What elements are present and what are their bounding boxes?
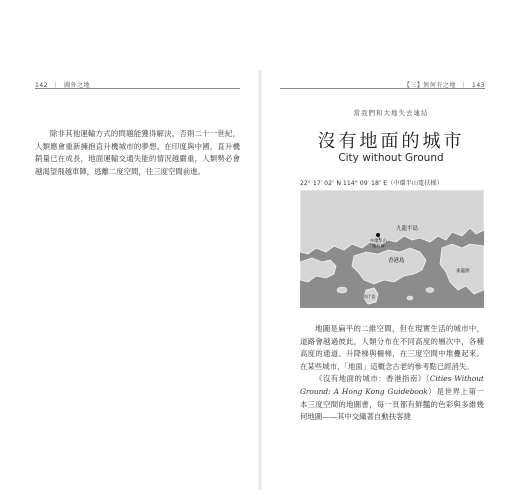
paragraph-2-rest: ）是世界上第一本三度空間的地圖書，每一頁都有鮮豔的色彩與多維幾何地圖——其中交織著自動扶客捷	[300, 386, 484, 422]
right-running-title: 【三】無何有之地	[403, 82, 456, 89]
section-label: 當我們和大地失去連結	[353, 109, 429, 117]
map-label-kowloon: 九龍半島	[396, 226, 419, 232]
left-page	[0, 0, 258, 500]
right-header-rule	[280, 88, 485, 89]
left-header-rule	[35, 88, 240, 89]
map-label-central-2: 電扶梯	[372, 243, 385, 248]
map-small-island	[407, 296, 413, 300]
map-label-tung-lung: 東龍洲	[456, 269, 470, 274]
right-body-text	[300, 323, 484, 424]
chapter-title-english: City without Ground	[338, 152, 444, 164]
book-title-english: Cities Without Ground: A Hong Kong Guidebook	[300, 374, 484, 396]
right-running-head: 【三】無何有之地 ｜ 143	[403, 82, 485, 89]
right-page-number: 143	[472, 82, 485, 89]
hong-kong-map	[300, 190, 484, 308]
right-body-paragraph-1: 地圖是扁平的二維空間，但在現實生活的城市中，道路會越過彼此，人類分布在不同高度的層次中，各種高度的通道、升降梯與柵梯，在三度空間中堆疊起來。在某些城市，「地面」這概念古老的參考點已經消失。	[300, 324, 484, 371]
map-small-island	[337, 287, 347, 293]
coordinates-caption: 22° 17′ 02″ N 114° 09′ 18″ E（中環半山電扶梯）	[300, 180, 443, 187]
right-page	[262, 0, 520, 500]
left-body-paragraph: 除非其他運輸方式的問題能獲得解決，否則二十一世紀，人類應會重新擁抱直升機城市的夢想。在印度與中國，直升機銷量已在成長，地面運輸交通失能的情況越嚴重，人類勢必會越渴望飛越車陣，逃離二度空間，往三度空間前進。	[35, 129, 240, 176]
left-page-number: 142	[35, 82, 48, 89]
map-label-lamma: 南丫島	[364, 294, 376, 299]
left-running-head: 142 ｜ 圖外之地	[35, 82, 91, 89]
map-small-island	[426, 288, 434, 293]
chapter-title-chinese: 沒有地面的城市	[317, 131, 465, 152]
paragraph-2-lead: 《沒有地面的城市：香港指南》（	[315, 374, 430, 384]
map-label-hk-island: 香港島	[388, 258, 405, 264]
map-label-central-1: 中環半山	[370, 238, 387, 243]
right-body-paragraph-2	[300, 373, 484, 423]
left-running-title: 圖外之地	[64, 82, 91, 89]
